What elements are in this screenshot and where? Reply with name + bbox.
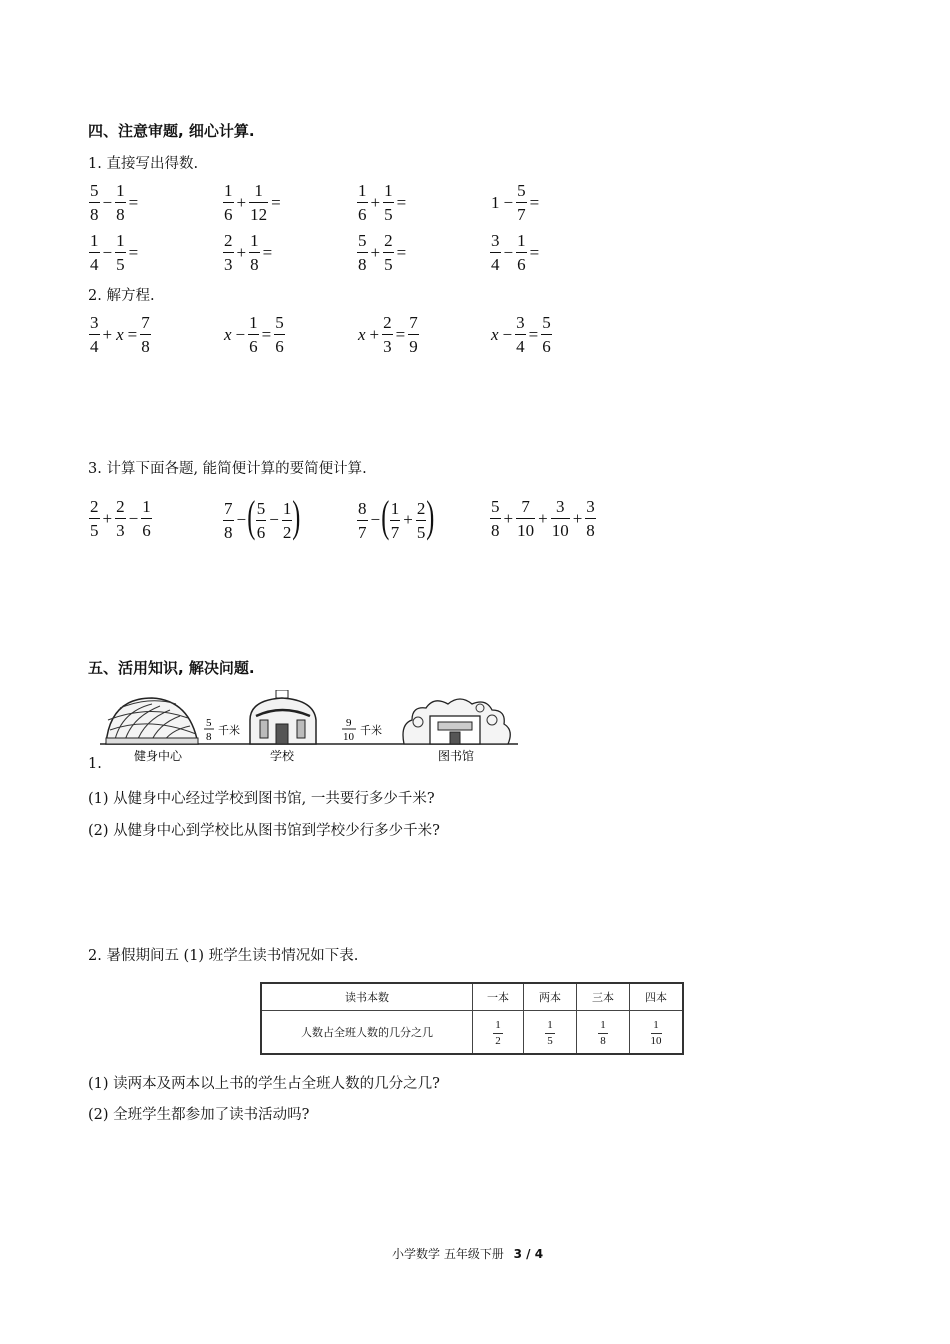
fraction bbox=[282, 500, 293, 541]
table-header-row bbox=[261, 983, 683, 1011]
section4-title: 四、注意审题, 细心计算. bbox=[88, 122, 255, 140]
fraction bbox=[551, 498, 570, 539]
table-cell bbox=[630, 1011, 684, 1055]
numerator: 2 bbox=[90, 497, 99, 516]
fraction bbox=[383, 182, 394, 223]
fraction bbox=[490, 498, 501, 539]
dist2-unit: 千米 bbox=[360, 724, 382, 737]
denominator: 4 bbox=[515, 334, 526, 355]
fraction bbox=[357, 232, 368, 273]
operator: − bbox=[235, 324, 246, 344]
operator: = bbox=[396, 192, 407, 212]
numerator: 3 bbox=[491, 231, 500, 250]
fraction: $\frac{1}{5}$ bbox=[545, 1020, 555, 1047]
s5-q1-sub2: (2) 从健身中心到学校比从图书馆到学校少行多少千米? bbox=[88, 823, 440, 839]
fraction bbox=[516, 232, 527, 273]
fraction bbox=[115, 232, 126, 273]
operator: − bbox=[102, 192, 113, 212]
fraction bbox=[515, 314, 526, 355]
numerator: 7 bbox=[224, 498, 233, 518]
denominator: 2 bbox=[282, 520, 293, 541]
q1-expr-5 bbox=[88, 232, 140, 273]
fraction bbox=[390, 500, 401, 541]
fraction bbox=[382, 314, 393, 355]
denominator: 6 bbox=[357, 202, 368, 223]
numerator: 5 bbox=[517, 181, 526, 200]
dist2-numerator: 9 bbox=[346, 717, 352, 729]
table-cell bbox=[524, 1011, 577, 1055]
denominator: 8 bbox=[585, 518, 596, 539]
numerator: 5 bbox=[90, 181, 99, 200]
s5-q2-sub1: (1) 读两本及两本以上书的学生占全班人数的几分之几? bbox=[88, 1076, 440, 1092]
q1-expr-8 bbox=[489, 232, 541, 273]
denominator: 7 bbox=[390, 520, 401, 541]
numerator: 1 bbox=[116, 231, 125, 250]
fraction bbox=[249, 232, 260, 273]
operator: − bbox=[269, 510, 279, 529]
operator: = bbox=[271, 192, 281, 212]
numerator: 1 bbox=[517, 231, 526, 250]
dist1-unit: 千米 bbox=[218, 724, 240, 737]
denominator: 3 bbox=[382, 334, 393, 355]
fraction bbox=[416, 500, 427, 541]
denominator: 8 bbox=[357, 252, 368, 273]
fraction bbox=[89, 498, 100, 539]
denominator: 10 bbox=[551, 518, 570, 539]
denominator: 5 bbox=[115, 252, 126, 273]
fraction bbox=[140, 314, 151, 355]
q3-expr-4 bbox=[489, 498, 597, 539]
numerator: 8 bbox=[358, 498, 367, 518]
numerator: 3 bbox=[586, 497, 595, 516]
fraction bbox=[115, 182, 126, 223]
numerator: 1 bbox=[116, 181, 125, 200]
q2-equation-3 bbox=[356, 314, 420, 355]
parenthesis: ) bbox=[292, 492, 301, 541]
operator: − bbox=[236, 510, 247, 529]
fraction bbox=[256, 500, 267, 541]
denominator: 7 bbox=[516, 202, 527, 223]
denominator: 5 bbox=[416, 520, 427, 541]
numerator: 1 bbox=[250, 231, 259, 250]
distance-diagram bbox=[100, 690, 520, 765]
numerator: 5 bbox=[358, 231, 367, 250]
fraction bbox=[585, 498, 596, 539]
numerator: 2 bbox=[224, 231, 233, 250]
operator: + bbox=[572, 508, 583, 528]
operator: − bbox=[502, 324, 513, 344]
operator: + bbox=[102, 508, 113, 528]
denominator: 4 bbox=[490, 252, 501, 273]
fraction bbox=[141, 498, 152, 539]
numerator: 3 bbox=[555, 497, 565, 516]
numerator: 7 bbox=[409, 313, 418, 332]
q1-expr-7 bbox=[356, 232, 408, 273]
numerator: 1 bbox=[384, 181, 393, 200]
table-row bbox=[261, 1011, 683, 1055]
table-header-cell: 四本 bbox=[630, 983, 684, 1011]
denominator: 8 bbox=[223, 520, 234, 541]
numerator: 3 bbox=[90, 313, 99, 332]
q2-equation-4 bbox=[489, 314, 553, 355]
fraction bbox=[223, 182, 234, 223]
variable: x bbox=[116, 324, 124, 344]
dist1-numerator: 5 bbox=[206, 717, 212, 729]
operator: + bbox=[370, 242, 381, 262]
table-header-cell: 两本 bbox=[524, 983, 577, 1011]
denominator: 8 bbox=[89, 202, 100, 223]
place1-label: 健身中心 bbox=[134, 749, 183, 763]
fraction bbox=[408, 314, 419, 355]
operator: = bbox=[528, 324, 539, 344]
q3-expr-2 bbox=[222, 492, 301, 542]
fraction bbox=[89, 232, 100, 273]
school-icon bbox=[250, 690, 316, 744]
parenthesis: ) bbox=[426, 492, 435, 541]
q3-expr-1 bbox=[88, 498, 153, 539]
operator: = bbox=[396, 242, 407, 262]
fraction bbox=[274, 314, 285, 355]
denominator: 9 bbox=[408, 334, 419, 355]
q1-expr-4 bbox=[489, 182, 541, 223]
numerator: 5 bbox=[256, 498, 266, 518]
operator: − bbox=[370, 510, 381, 529]
denominator: 6 bbox=[256, 520, 267, 541]
fraction bbox=[516, 182, 527, 223]
s5-q1-sub1: (1) 从健身中心经过学校到图书馆, 一共要行多少千米? bbox=[88, 791, 435, 807]
fitness-center-icon bbox=[106, 698, 198, 744]
denominator: 6 bbox=[248, 334, 259, 355]
operator: + bbox=[236, 242, 247, 262]
parenthesis: ( bbox=[381, 492, 390, 541]
denominator: 8 bbox=[490, 518, 501, 539]
q2-equation-1 bbox=[88, 314, 152, 355]
numerator: 2 bbox=[384, 231, 393, 250]
operator: + bbox=[370, 192, 381, 212]
fraction bbox=[357, 500, 368, 541]
denominator: 5 bbox=[383, 202, 394, 223]
library-icon bbox=[403, 699, 510, 744]
numerator: 1 bbox=[358, 181, 367, 200]
q1-expr-6 bbox=[222, 232, 274, 273]
table-header-cell: 读书本数 bbox=[261, 983, 473, 1011]
dist1-denominator: 8 bbox=[206, 731, 212, 743]
operator: = bbox=[128, 242, 139, 262]
table-header-cell: 一本 bbox=[473, 983, 524, 1011]
table-header-cell: 三本 bbox=[577, 983, 630, 1011]
page-footer bbox=[392, 1245, 543, 1262]
denominator: 4 bbox=[89, 334, 100, 355]
q2-label: 2. 解方程. bbox=[88, 288, 155, 304]
numerator: 1 bbox=[142, 497, 151, 516]
operator: − bbox=[503, 242, 514, 262]
s5-q1-label: 1. bbox=[88, 756, 102, 772]
operator: = bbox=[261, 324, 272, 344]
fraction bbox=[115, 498, 126, 539]
denominator: 4 bbox=[89, 252, 100, 273]
operator: = bbox=[262, 242, 273, 262]
operator: = bbox=[395, 324, 406, 344]
denominator: 8 bbox=[140, 334, 151, 355]
section5-title: 五、活用知识, 解决问题. bbox=[88, 659, 255, 677]
fraction: $\frac{1}{10}$ bbox=[650, 1018, 662, 1047]
fraction bbox=[223, 500, 234, 541]
fraction: $\frac{1}{2}$ bbox=[493, 1020, 503, 1047]
q1-expr-3 bbox=[356, 182, 408, 223]
denominator: 5 bbox=[89, 518, 100, 539]
variable: x bbox=[358, 324, 366, 344]
denominator: 10 bbox=[516, 518, 535, 539]
operator: = bbox=[529, 192, 540, 212]
operator: + bbox=[503, 508, 514, 528]
operator: + bbox=[236, 192, 247, 212]
numerator: 1 bbox=[224, 181, 233, 200]
operator: + bbox=[403, 510, 413, 529]
numerator: 7 bbox=[521, 497, 530, 516]
fraction bbox=[490, 232, 501, 273]
table-row-label: 人数占全班人数的几分之几 bbox=[261, 1011, 473, 1055]
numerator: 5 bbox=[542, 313, 551, 332]
denominator: 12 bbox=[249, 202, 268, 223]
operator: + bbox=[102, 324, 113, 344]
reading-table bbox=[260, 982, 684, 1055]
operator: − bbox=[128, 508, 139, 528]
q2-equation-2 bbox=[222, 314, 286, 355]
variable: x bbox=[491, 324, 499, 344]
denominator: 6 bbox=[541, 334, 552, 355]
fraction bbox=[89, 182, 100, 223]
denominator: 7 bbox=[357, 520, 368, 541]
numerator: 2 bbox=[116, 497, 125, 516]
fraction bbox=[357, 182, 368, 223]
q1-expr-1 bbox=[88, 182, 140, 223]
place2-label: 学校 bbox=[270, 749, 295, 763]
s5-q2-sub2: (2) 全班学生都参加了读书活动吗? bbox=[88, 1107, 310, 1123]
table-cell bbox=[473, 1011, 524, 1055]
page-number: 3 / 4 bbox=[513, 1247, 544, 1261]
numerator: 1 bbox=[390, 498, 400, 518]
operator: + bbox=[369, 324, 380, 344]
distance-illustration bbox=[100, 690, 520, 765]
denominator: 8 bbox=[249, 252, 260, 273]
q3-expr-3 bbox=[356, 492, 435, 542]
q3-label: 3. 计算下面各题, 能简便计算的要简便计算. bbox=[88, 461, 367, 477]
numerator: 2 bbox=[383, 313, 392, 332]
parenthesis: ( bbox=[247, 492, 256, 541]
variable: x bbox=[224, 324, 232, 344]
denominator: 6 bbox=[516, 252, 527, 273]
fraction bbox=[541, 314, 552, 355]
denominator: 8 bbox=[115, 202, 126, 223]
denominator: 3 bbox=[115, 518, 126, 539]
fraction bbox=[383, 232, 394, 273]
denominator: 5 bbox=[383, 252, 394, 273]
operator: + bbox=[538, 508, 548, 528]
q1-expr-2 bbox=[222, 182, 283, 223]
numerator: 1 bbox=[249, 313, 258, 332]
footer-subject: 小学数学 五年级下册 bbox=[392, 1247, 504, 1261]
numerator: 5 bbox=[491, 497, 500, 516]
fraction: $\frac{1}{8}$ bbox=[598, 1020, 608, 1047]
fraction bbox=[223, 232, 234, 273]
fraction bbox=[248, 314, 259, 355]
q1-label: 1. 直接写出得数. bbox=[88, 156, 199, 172]
s5-q2-label: 2. 暑假期间五 (1) 班学生读书情况如下表. bbox=[88, 948, 359, 964]
denominator: 6 bbox=[141, 518, 152, 539]
numerator: 7 bbox=[141, 313, 150, 332]
operator: = bbox=[127, 324, 138, 344]
operator: − bbox=[503, 192, 514, 212]
operator: = bbox=[128, 192, 139, 212]
numerator: 2 bbox=[416, 498, 426, 518]
numerator: 3 bbox=[516, 313, 525, 332]
operator: 1 bbox=[491, 192, 500, 212]
numerator: 1 bbox=[254, 181, 263, 200]
denominator: 3 bbox=[223, 252, 234, 273]
table-cell bbox=[577, 1011, 630, 1055]
fraction bbox=[89, 314, 100, 355]
operator: − bbox=[102, 242, 113, 262]
numerator: 5 bbox=[275, 313, 284, 332]
numerator: 1 bbox=[282, 498, 292, 518]
fraction bbox=[516, 498, 535, 539]
fraction bbox=[249, 182, 268, 223]
denominator: 6 bbox=[274, 334, 285, 355]
denominator: 6 bbox=[223, 202, 234, 223]
numerator: 1 bbox=[90, 231, 99, 250]
operator: = bbox=[529, 242, 540, 262]
dist2-denominator: 10 bbox=[343, 731, 354, 743]
place3-label: 图书馆 bbox=[438, 749, 475, 763]
